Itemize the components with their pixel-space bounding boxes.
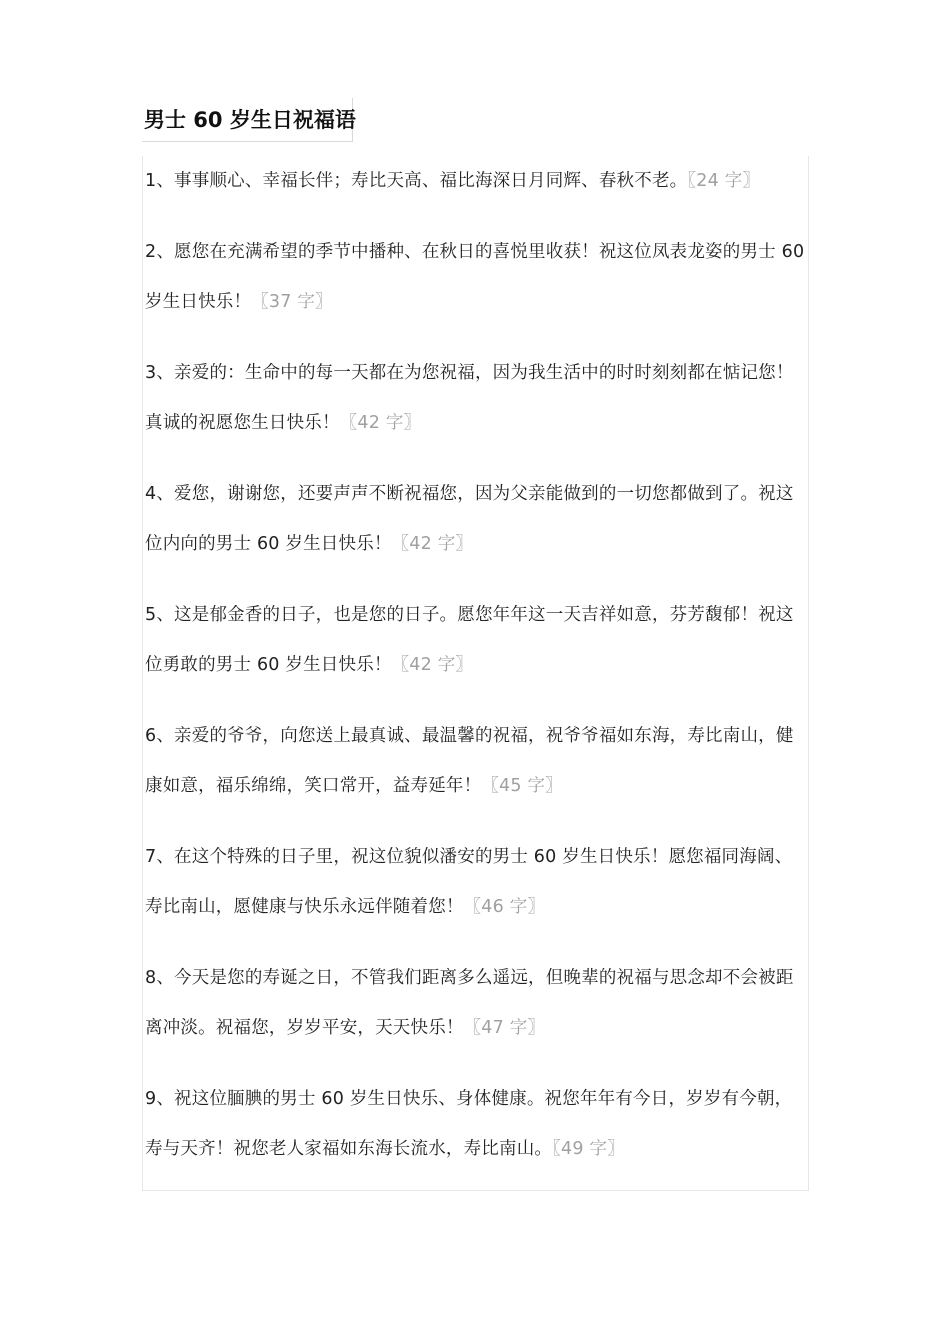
title-box [142,98,356,142]
wish-number: 5、 [145,605,175,625]
wish-item-2 [145,227,809,327]
wish-item-5 [145,590,809,690]
wish-item-8 [145,953,809,1053]
char-count: 〖37 字〗 [251,292,333,312]
wish-text: 这是郁金香的日子，也是您的日子。愿您年年这一天吉祥如意，芬芳馥郁！祝这位勇敢的男士 60 岁生日快乐！ [145,605,794,675]
wish-number: 6、 [145,726,175,746]
wish-text: 亲爱的爷爷，向您送上最真诚、最温馨的祝福，祝爷爷福如东海，寿比南山，健康如意，福乐绵绵，笑口常开，益寿延年！ [145,726,794,796]
wish-text: 愿您在充满希望的季节中播种、在秋日的喜悦里收获！祝这位凤表龙姿的男士 60 岁生日快乐！ [145,242,805,312]
char-count: 〖42 字〗 [391,655,474,675]
wish-number: 3、 [145,363,175,383]
wish-number: 7、 [145,847,175,867]
wish-number: 1、 [145,171,175,191]
wish-text: 祝这位腼腆的男士 60 岁生日快乐、身体健康。祝您年年有今日，岁岁有今朝，寿与天齐！祝您老人家福如东海长流水，寿比南山。 [145,1089,793,1159]
char-count: 〖46 字〗 [463,897,546,917]
char-count: 〖42 字〗 [391,534,474,554]
wish-text: 亲爱的：生命中的每一天都在为您祝福，因为我生活中的时时刻刻都在惦记您！真诚的祝愿您生日快乐！ [145,363,794,433]
wish-text: 在这个特殊的日子里，祝这位貌似潘安的男士 60 岁生日快乐！愿您福同海阔、寿比南山，愿健康与快乐永远伴随着您！ [145,847,793,917]
wish-item-9 [145,1074,809,1174]
page-title: 男士 60 岁生日祝福语 [144,108,356,132]
wish-number: 4、 [145,484,175,504]
char-count: 〖49 字〗 [552,1139,625,1159]
wish-number: 2、 [145,242,175,262]
wish-text: 爱您，谢谢您，还要声声不断祝福您，因为父亲能做到的一切您都做到了。祝这位内向的男士 60 岁生日快乐！ [145,484,794,554]
wish-item-3 [145,348,809,448]
char-count: 〖24 字〗 [687,171,761,191]
wish-item-1 [145,156,809,206]
wish-number: 9、 [145,1089,175,1109]
wish-item-6 [145,711,809,811]
wish-item-4 [145,469,809,569]
wish-item-7 [145,832,809,932]
wishes-list [145,156,809,1195]
wish-text: 事事顺心、幸福长伴；寿比天高、福比海深日月同辉、春秋不老。 [174,171,688,191]
wish-number: 8、 [145,968,175,988]
char-count: 〖42 字〗 [339,413,422,433]
wish-text: 今天是您的寿诞之日，不管我们距离多么遥远，但晚辈的祝福与思念却不会被距离冲淡。祝福您，岁岁平安，天天快乐！ [145,968,794,1038]
char-count: 〖47 字〗 [463,1018,546,1038]
char-count: 〖45 字〗 [481,776,563,796]
wishes-container [142,156,809,1191]
